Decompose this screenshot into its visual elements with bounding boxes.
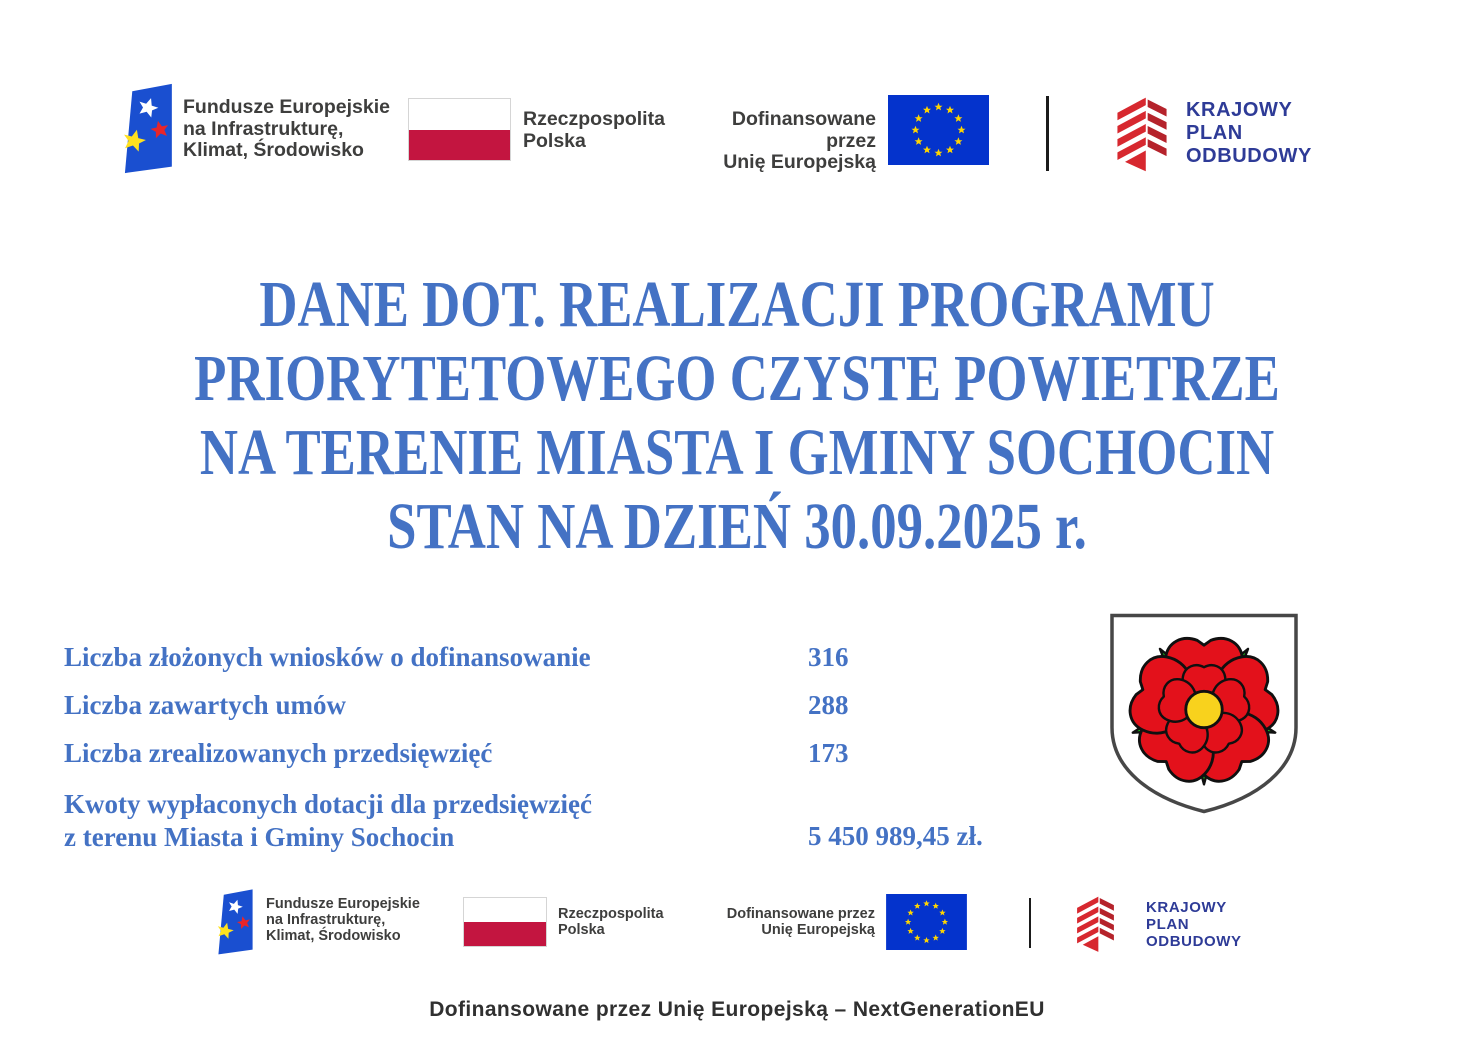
republic-of-poland-label <box>558 906 664 938</box>
eu-funds-label-line: na Infrastrukturę, <box>266 912 386 928</box>
eu-funds-label-line: Fundusze Europejskie <box>266 896 420 912</box>
stat-label-line: Liczba zrealizowanych przedsięwzięć <box>64 738 493 768</box>
page-title-line: DANE DOT. REALIZACJI PROGRAMU <box>259 268 1215 341</box>
poland-flag-red <box>409 130 510 161</box>
logo-divider <box>1046 96 1049 171</box>
kpo-logo-icon <box>1070 892 1121 955</box>
kpo-label-line: PLAN <box>1186 122 1243 144</box>
rose-center <box>1186 691 1222 727</box>
page-title-line: STAN NA DZIEŃ 30.09.2025 r. <box>387 490 1087 563</box>
republic-of-poland-line: Rzeczpospolita <box>558 906 664 922</box>
stat-label-line: Liczba złożonych wniosków o dofinansowanie <box>64 642 591 672</box>
eu-funding-label <box>705 906 875 938</box>
stat-label <box>64 737 492 770</box>
kpo-label <box>1146 899 1242 950</box>
stat-label <box>64 689 346 722</box>
page-title-line: NA TERENIE MIASTA I GMINY SOCHOCIN <box>199 416 1275 489</box>
poland-flag-icon <box>463 897 547 947</box>
stat-value: 173 <box>808 738 849 768</box>
stat-label <box>64 641 591 674</box>
republic-of-poland-label <box>523 109 665 152</box>
eu-funding-line: Unię Europejską <box>723 151 876 173</box>
stat-label-line: Liczba zawartych umów <box>64 690 346 720</box>
eu-funding-line: Dofinansowane przez <box>731 108 876 152</box>
poland-flag-white <box>464 898 546 922</box>
kpo-logo-icon <box>1108 91 1176 176</box>
kpo-label-line: ODBUDOWY <box>1186 145 1312 167</box>
poland-flag-icon <box>408 98 511 161</box>
eu-funds-label-line: Klimat, Środowisko <box>183 139 364 161</box>
page-title-line: PRIORYTETOWEGO CZYSTE POWIETRZE <box>194 342 1280 415</box>
stat-label-line: Kwoty wypłaconych dotacji dla przedsięwzięć <box>64 789 592 819</box>
republic-of-poland-line: Rzeczpospolita <box>523 108 665 130</box>
stat-label <box>64 788 592 854</box>
eu-flag-icon <box>885 894 968 950</box>
page-title <box>0 268 1474 564</box>
eu-funds-label-line: na Infrastrukturę, <box>183 117 344 140</box>
eu-funding-line: Unię Europejską <box>761 922 875 938</box>
sochocin-coat-of-arms <box>1104 607 1304 820</box>
logo-divider <box>1029 898 1031 948</box>
republic-of-poland-line: Polska <box>558 922 605 938</box>
kpo-label-line: KRAJOWY <box>1146 899 1227 916</box>
eu-funds-label-line: Klimat, Środowisko <box>266 928 401 944</box>
footer-caption: Dofinansowane przez Unię Europejską – NextGenerationEU <box>429 998 1045 1021</box>
eu-funds-label <box>266 896 420 944</box>
eu-funds-flag-icon <box>120 82 174 174</box>
eu-funds-label <box>183 97 390 162</box>
stat-label-line: z terenu Miasta i Gminy Sochocin <box>64 822 455 852</box>
republic-of-poland-line: Polska <box>523 129 586 152</box>
eu-flag-icon <box>888 95 989 165</box>
eu-funding-line: Dofinansowane przez <box>726 906 875 922</box>
kpo-label-line: PLAN <box>1146 916 1190 933</box>
poland-flag-white <box>409 99 510 130</box>
eu-funds-label-line: Fundusze Europejskie <box>183 96 390 118</box>
kpo-label-line: ODBUDOWY <box>1146 933 1242 950</box>
stat-value: 5 450 989,45 zł. <box>808 821 983 851</box>
stat-value: 316 <box>808 642 849 672</box>
poland-flag-red <box>464 922 546 946</box>
eu-funding-label <box>688 109 876 174</box>
eu-funds-flag-icon <box>214 888 255 955</box>
kpo-label-line: KRAJOWY <box>1186 99 1293 121</box>
kpo-label <box>1186 99 1312 168</box>
stat-value: 288 <box>808 690 849 720</box>
